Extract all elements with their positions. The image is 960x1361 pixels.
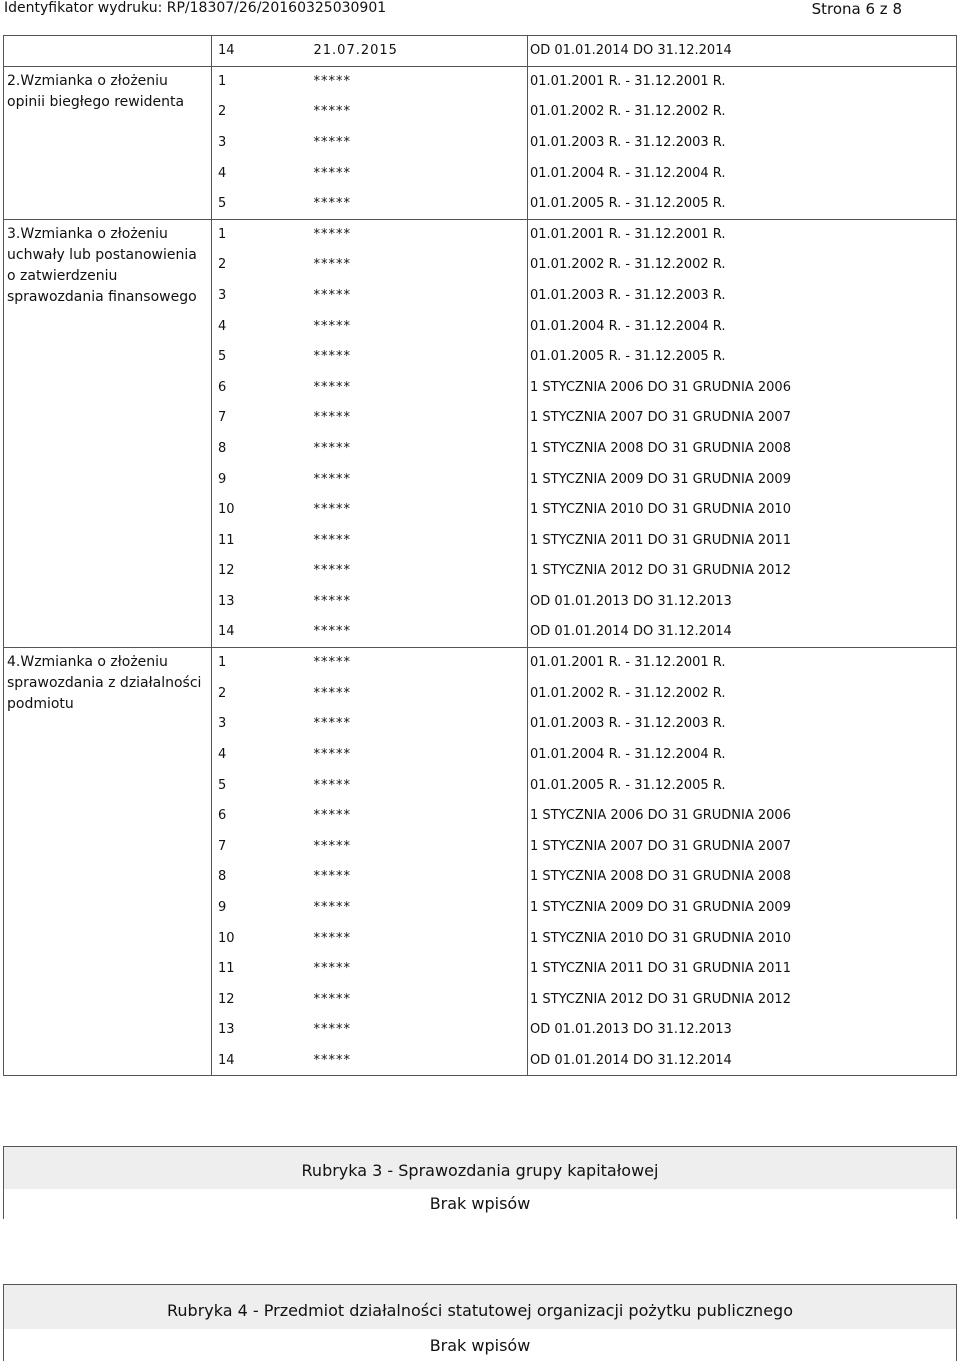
entry-date-or-mask: ***** xyxy=(314,739,528,770)
entry-date-or-mask: ***** xyxy=(314,678,528,709)
entry-period: 1 STYCZNIA 2009 DO 31 GRUDNIA 2009 xyxy=(528,892,957,923)
page-header xyxy=(0,0,960,22)
rubryka-4-empty-note: Brak wpisów xyxy=(4,1329,956,1361)
entry-number: 4 xyxy=(212,311,314,342)
entry-period: 01.01.2005 R. - 31.12.2005 R. xyxy=(528,341,957,372)
entry-date-or-mask: ***** xyxy=(314,464,528,495)
entry-period: 1 STYCZNIA 2010 DO 31 GRUDNIA 2010 xyxy=(528,923,957,954)
entry-date-or-mask: ***** xyxy=(314,372,528,403)
entry-date-or-mask: ***** xyxy=(314,1045,528,1076)
entry-number: 2 xyxy=(212,97,314,128)
rubryka-4-title: Rubryka 4 - Przedmiot działalności statutowej organizacji pożytku publicznego xyxy=(167,1301,793,1320)
entry-date-or-mask: ***** xyxy=(314,586,528,617)
entry-period: 1 STYCZNIA 2011 DO 31 GRUDNIA 2011 xyxy=(528,953,957,984)
entry-period: 01.01.2002 R. - 31.12.2002 R. xyxy=(528,97,957,128)
entry-period: 01.01.2001 R. - 31.12.2001 R. xyxy=(528,647,957,678)
entry-number: 5 xyxy=(212,770,314,801)
entry-number: 14 xyxy=(212,617,314,648)
entry-date-or-mask: ***** xyxy=(314,709,528,740)
entry-period: 1 STYCZNIA 2006 DO 31 GRUDNIA 2006 xyxy=(528,372,957,403)
rubryka-3-title: Rubryka 3 - Sprawozdania grupy kapitałowej xyxy=(301,1161,659,1180)
entry-number: 13 xyxy=(212,586,314,617)
entry-number: 8 xyxy=(212,433,314,464)
entry-period: 1 STYCZNIA 2007 DO 31 GRUDNIA 2007 xyxy=(528,403,957,434)
entry-period: 1 STYCZNIA 2008 DO 31 GRUDNIA 2008 xyxy=(528,433,957,464)
entry-number: 3 xyxy=(212,709,314,740)
table-row xyxy=(4,647,957,678)
entry-period: 01.01.2003 R. - 31.12.2003 R. xyxy=(528,280,957,311)
entry-date-or-mask: ***** xyxy=(314,403,528,434)
entry-number: 6 xyxy=(212,800,314,831)
print-identifier: Identyfikator wydruku: RP/18307/26/20160325030901 xyxy=(4,0,387,16)
entry-date-or-mask: ***** xyxy=(314,66,528,97)
entry-date-or-mask: ***** xyxy=(314,97,528,128)
entry-number: 9 xyxy=(212,892,314,923)
table-row xyxy=(4,219,957,250)
entry-period: 1 STYCZNIA 2007 DO 31 GRUDNIA 2007 xyxy=(528,831,957,862)
entry-period: 1 STYCZNIA 2006 DO 31 GRUDNIA 2006 xyxy=(528,800,957,831)
entry-date-or-mask: ***** xyxy=(314,770,528,801)
rubryka-4-box xyxy=(3,1284,957,1361)
entry-period: 01.01.2001 R. - 31.12.2001 R. xyxy=(528,219,957,250)
entry-date-or-mask: ***** xyxy=(314,1015,528,1046)
section-label: 2.Wzmianka o złożeniu opinii biegłego rewidenta xyxy=(4,66,212,219)
entry-date-or-mask: ***** xyxy=(314,311,528,342)
entry-date-or-mask: ***** xyxy=(314,647,528,678)
entry-period: 1 STYCZNIA 2009 DO 31 GRUDNIA 2009 xyxy=(528,464,957,495)
entry-date-or-mask: ***** xyxy=(314,341,528,372)
entry-date-or-mask: ***** xyxy=(314,892,528,923)
section-label: 4.Wzmianka o złożeniu sprawozdania z działalności podmiotu xyxy=(4,647,212,1075)
entry-period: 01.01.2004 R. - 31.12.2004 R. xyxy=(528,739,957,770)
entry-date-or-mask: ***** xyxy=(314,831,528,862)
table-row xyxy=(4,66,957,97)
entry-period: 1 STYCZNIA 2010 DO 31 GRUDNIA 2010 xyxy=(528,494,957,525)
entry-date-or-mask: ***** xyxy=(314,617,528,648)
entry-number: 1 xyxy=(212,219,314,250)
entry-number: 7 xyxy=(212,403,314,434)
entry-date-or-mask: ***** xyxy=(314,250,528,281)
entry-number: 2 xyxy=(212,678,314,709)
entry-period: OD 01.01.2014 DO 31.12.2014 xyxy=(528,36,957,67)
rubryka-3-empty-note: Brak wpisów xyxy=(4,1189,956,1219)
entry-number: 1 xyxy=(212,647,314,678)
entry-date-or-mask: ***** xyxy=(314,127,528,158)
entry-number: 2 xyxy=(212,250,314,281)
entry-number: 6 xyxy=(212,372,314,403)
entry-period: OD 01.01.2013 DO 31.12.2013 xyxy=(528,586,957,617)
entry-period: 01.01.2002 R. - 31.12.2002 R. xyxy=(528,250,957,281)
entry-date-or-mask: 21.07.2015 xyxy=(314,36,528,67)
entry-number: 3 xyxy=(212,280,314,311)
table-row xyxy=(4,36,957,67)
entry-date-or-mask: ***** xyxy=(314,800,528,831)
entry-date-or-mask: ***** xyxy=(314,525,528,556)
entry-number: 9 xyxy=(212,464,314,495)
entry-number: 12 xyxy=(212,556,314,587)
entry-period: 01.01.2004 R. - 31.12.2004 R. xyxy=(528,158,957,189)
entry-date-or-mask: ***** xyxy=(314,556,528,587)
entry-period: 01.01.2004 R. - 31.12.2004 R. xyxy=(528,311,957,342)
rubryka-3-box xyxy=(3,1146,957,1219)
entry-period: 01.01.2003 R. - 31.12.2003 R. xyxy=(528,127,957,158)
entry-period: 1 STYCZNIA 2008 DO 31 GRUDNIA 2008 xyxy=(528,862,957,893)
entry-number: 10 xyxy=(212,494,314,525)
entry-period: OD 01.01.2014 DO 31.12.2014 xyxy=(528,617,957,648)
entry-number: 5 xyxy=(212,188,314,219)
entry-number: 13 xyxy=(212,1015,314,1046)
entry-period: 01.01.2003 R. - 31.12.2003 R. xyxy=(528,709,957,740)
registry-table xyxy=(3,35,957,1076)
entry-date-or-mask: ***** xyxy=(314,923,528,954)
entry-date-or-mask: ***** xyxy=(314,953,528,984)
entry-date-or-mask: ***** xyxy=(314,219,528,250)
entry-date-or-mask: ***** xyxy=(314,280,528,311)
entry-number: 12 xyxy=(212,984,314,1015)
entry-period: OD 01.01.2014 DO 31.12.2014 xyxy=(528,1045,957,1076)
entry-number: 1 xyxy=(212,66,314,97)
entry-date-or-mask: ***** xyxy=(314,158,528,189)
section-label xyxy=(4,36,212,67)
entry-number: 4 xyxy=(212,158,314,189)
page-number: Strona 6 z 8 xyxy=(811,0,902,18)
entry-date-or-mask: ***** xyxy=(314,862,528,893)
entry-number: 5 xyxy=(212,341,314,372)
entry-period: OD 01.01.2013 DO 31.12.2013 xyxy=(528,1015,957,1046)
section-label: 3.Wzmianka o złożeniu uchwały lub postanowienia o zatwierdzeniu sprawozdania finansowego xyxy=(4,219,212,647)
entry-number: 14 xyxy=(212,1045,314,1076)
entry-number: 3 xyxy=(212,127,314,158)
entry-number: 14 xyxy=(212,36,314,67)
entry-period: 1 STYCZNIA 2011 DO 31 GRUDNIA 2011 xyxy=(528,525,957,556)
entry-period: 01.01.2005 R. - 31.12.2005 R. xyxy=(528,188,957,219)
entry-period: 1 STYCZNIA 2012 DO 31 GRUDNIA 2012 xyxy=(528,556,957,587)
entry-date-or-mask: ***** xyxy=(314,984,528,1015)
entry-number: 11 xyxy=(212,953,314,984)
entry-date-or-mask: ***** xyxy=(314,188,528,219)
entry-number: 10 xyxy=(212,923,314,954)
entry-period: 01.01.2005 R. - 31.12.2005 R. xyxy=(528,770,957,801)
entry-number: 11 xyxy=(212,525,314,556)
entry-period: 01.01.2002 R. - 31.12.2002 R. xyxy=(528,678,957,709)
entry-date-or-mask: ***** xyxy=(314,433,528,464)
entry-period: 01.01.2001 R. - 31.12.2001 R. xyxy=(528,66,957,97)
entry-date-or-mask: ***** xyxy=(314,494,528,525)
entry-period: 1 STYCZNIA 2012 DO 31 GRUDNIA 2012 xyxy=(528,984,957,1015)
entry-number: 8 xyxy=(212,862,314,893)
entry-number: 7 xyxy=(212,831,314,862)
entry-number: 4 xyxy=(212,739,314,770)
